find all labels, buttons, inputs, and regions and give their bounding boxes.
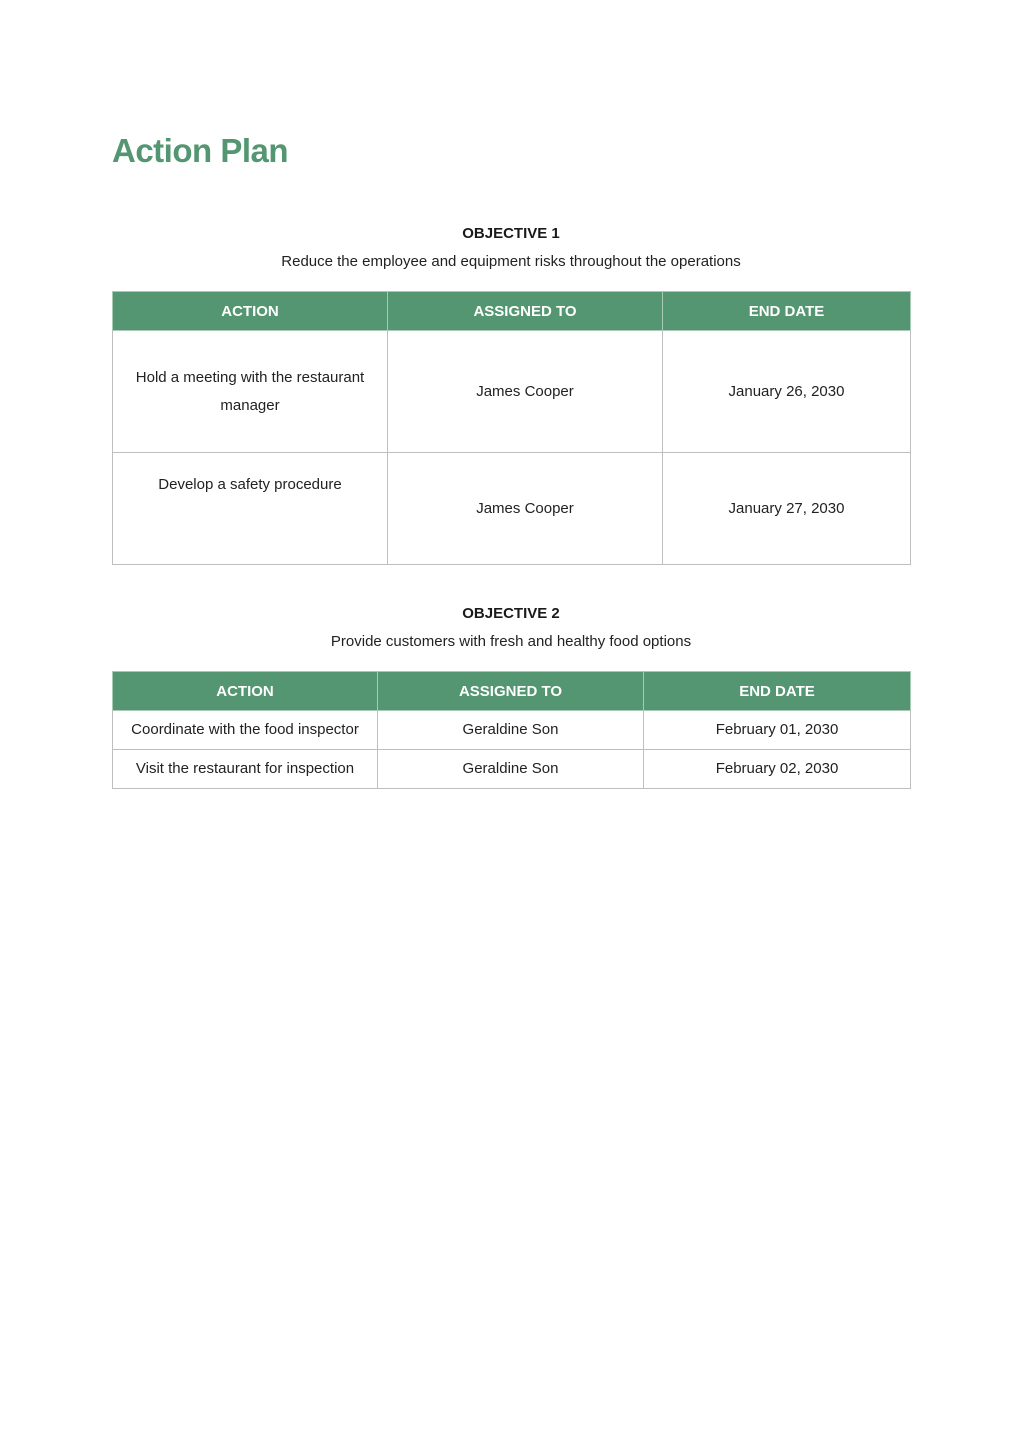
- assigned-to-cell: James Cooper: [388, 331, 663, 453]
- end-date-cell: January 27, 2030: [663, 453, 911, 565]
- column-header-assigned-to: ASSIGNED TO: [388, 292, 663, 331]
- assigned-to-cell: Geraldine Son: [378, 750, 644, 789]
- end-date-cell: January 26, 2030: [663, 331, 911, 453]
- action-cell: Hold a meeting with the restaurant manager: [113, 331, 388, 453]
- objective-2-heading: OBJECTIVE 2: [462, 605, 560, 622]
- assigned-to-cell: James Cooper: [388, 453, 663, 565]
- objective-1-table: [112, 291, 911, 565]
- table-row: [113, 750, 911, 789]
- column-header-assigned-to: ASSIGNED TO: [378, 672, 644, 711]
- action-cell: Develop a safety procedure: [113, 453, 388, 565]
- end-date-cell: February 01, 2030: [644, 711, 911, 750]
- page-title: Action Plan: [112, 132, 289, 169]
- table-header-row: [113, 672, 911, 711]
- objective-2-table: [112, 671, 911, 789]
- objective-2-description: Provide customers with fresh and healthy food options: [330, 633, 692, 650]
- end-date-cell: February 02, 2030: [644, 750, 911, 789]
- action-cell: Coordinate with the food inspector: [113, 711, 378, 750]
- objective-1-section: [112, 224, 910, 565]
- table-row: [113, 331, 911, 453]
- column-header-action: ACTION: [113, 292, 388, 331]
- table-header-row: [113, 292, 911, 331]
- column-header-end-date: END DATE: [644, 672, 911, 711]
- column-header-end-date: END DATE: [663, 292, 911, 331]
- objective-1-description: Reduce the employee and equipment risks throughout the operations: [281, 253, 741, 270]
- objective-1-heading: OBJECTIVE 1: [462, 225, 560, 242]
- table-row: [113, 711, 911, 750]
- action-cell: Visit the restaurant for inspection: [113, 750, 378, 789]
- column-header-action: ACTION: [113, 672, 378, 711]
- assigned-to-cell: Geraldine Son: [378, 711, 644, 750]
- objective-2-section: [112, 604, 910, 789]
- table-row: [113, 453, 911, 565]
